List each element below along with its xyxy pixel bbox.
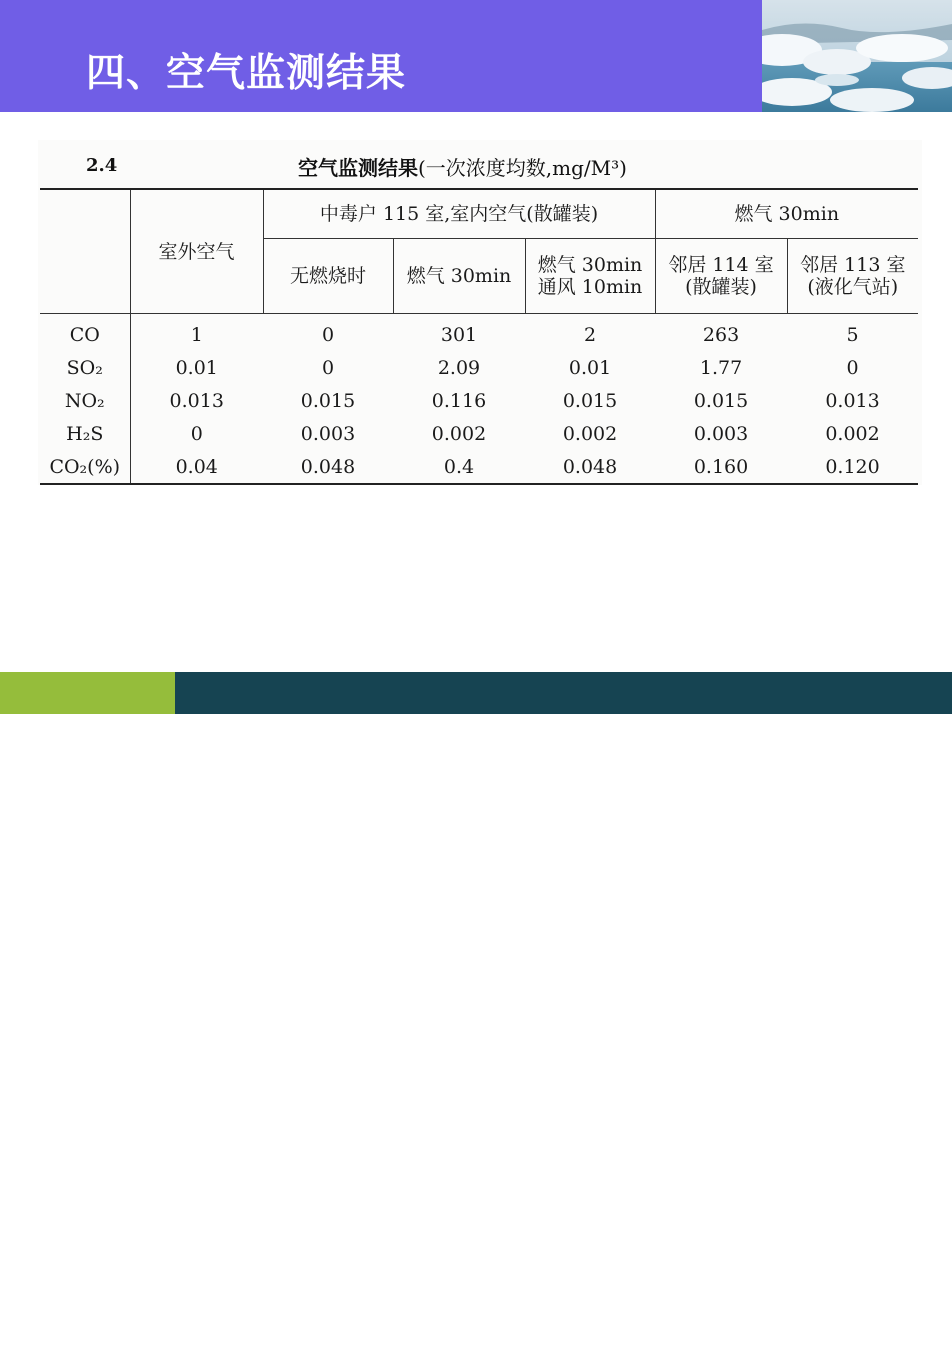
corner-header-cell — [40, 189, 130, 314]
table-unit-note: (一次浓度均数,mg/M³) — [418, 156, 627, 180]
table-cell: 2 — [583, 323, 597, 346]
row-label: NO₂ — [40, 384, 130, 417]
group-header-household: 中毒户 115 室,室内空气(散罐装) — [263, 189, 655, 239]
table-number: 2.4 — [86, 155, 118, 176]
table-cell: 0.013 — [169, 389, 224, 412]
subcol-header-line: 通风 10min — [537, 276, 643, 298]
table-cell: 0 — [321, 356, 335, 379]
subcol-header — [525, 239, 655, 314]
table-title-text: 空气监测结果 — [298, 156, 418, 180]
subcol-header — [655, 239, 787, 314]
subcol-header-line: 邻居 114 室 — [668, 254, 774, 276]
table-cell: 0 — [190, 422, 203, 445]
table-row — [40, 450, 918, 484]
table-cell: 0.003 — [300, 422, 356, 445]
table-cell: 0.01 — [568, 356, 612, 379]
col-header-outdoor: 室外空气 — [130, 189, 263, 314]
table-cell: 1.77 — [699, 356, 743, 379]
table-cell: 0.120 — [825, 455, 880, 478]
footer-accent-teal — [175, 672, 952, 714]
footer-accent-green — [0, 672, 175, 714]
table-cell: 0.015 — [693, 389, 749, 412]
row-label: CO — [40, 314, 130, 352]
subcol-header — [263, 239, 393, 314]
table-cell: 263 — [702, 323, 740, 346]
table-cell: 301 — [440, 323, 478, 346]
air-monitoring-table — [40, 188, 918, 485]
table-cell: 0.003 — [693, 422, 749, 445]
table-cell: 0.002 — [562, 422, 618, 445]
table-cell: 0.116 — [431, 389, 487, 412]
table-row — [40, 351, 918, 384]
table-cell: 0.015 — [562, 389, 618, 412]
table-cell: 0 — [846, 356, 859, 379]
table-cell: 0.4 — [443, 455, 475, 478]
subcol-header-line: (散罐装) — [685, 276, 757, 298]
subcol-header-line: 燃气 30min — [537, 254, 643, 276]
table-title — [298, 152, 627, 181]
table-cell: 0.015 — [300, 389, 356, 412]
table-caption — [38, 140, 922, 184]
table-cell: 0.002 — [431, 422, 487, 445]
table-cell: 0.160 — [693, 455, 749, 478]
table-cell: 1 — [190, 323, 203, 346]
table-row — [40, 314, 918, 352]
row-label: SO₂ — [40, 351, 130, 384]
subcol-header — [393, 239, 525, 314]
table-cell: 0.013 — [825, 389, 880, 412]
table-cell: 2.09 — [437, 356, 481, 379]
subcol-header-line: 邻居 113 室 — [800, 254, 906, 276]
table-row — [40, 417, 918, 450]
table-cell: 0 — [321, 323, 335, 346]
snow-landscape-image — [762, 0, 952, 112]
table-cell: 0.048 — [562, 455, 618, 478]
table-cell: 0.048 — [300, 455, 356, 478]
table-cell: 5 — [846, 323, 859, 346]
subcol-header — [787, 239, 918, 314]
subcol-header-line: 无燃烧时 — [289, 265, 366, 287]
title-bar — [0, 0, 762, 112]
table-cell: 0.04 — [175, 455, 218, 478]
slide-title: 四、空气监测结果 — [86, 51, 407, 96]
table-cell: 0.002 — [825, 422, 880, 445]
subcol-header-line: (液化气站) — [807, 276, 899, 298]
table-row — [40, 384, 918, 417]
group-header-gas: 燃气 30min — [655, 189, 918, 239]
row-label: CO₂(%) — [40, 450, 130, 484]
row-label: H₂S — [40, 417, 130, 450]
subcol-header-line: 燃气 30min — [406, 265, 512, 287]
scanned-table — [38, 140, 922, 485]
table-cell: 0.01 — [175, 356, 218, 379]
